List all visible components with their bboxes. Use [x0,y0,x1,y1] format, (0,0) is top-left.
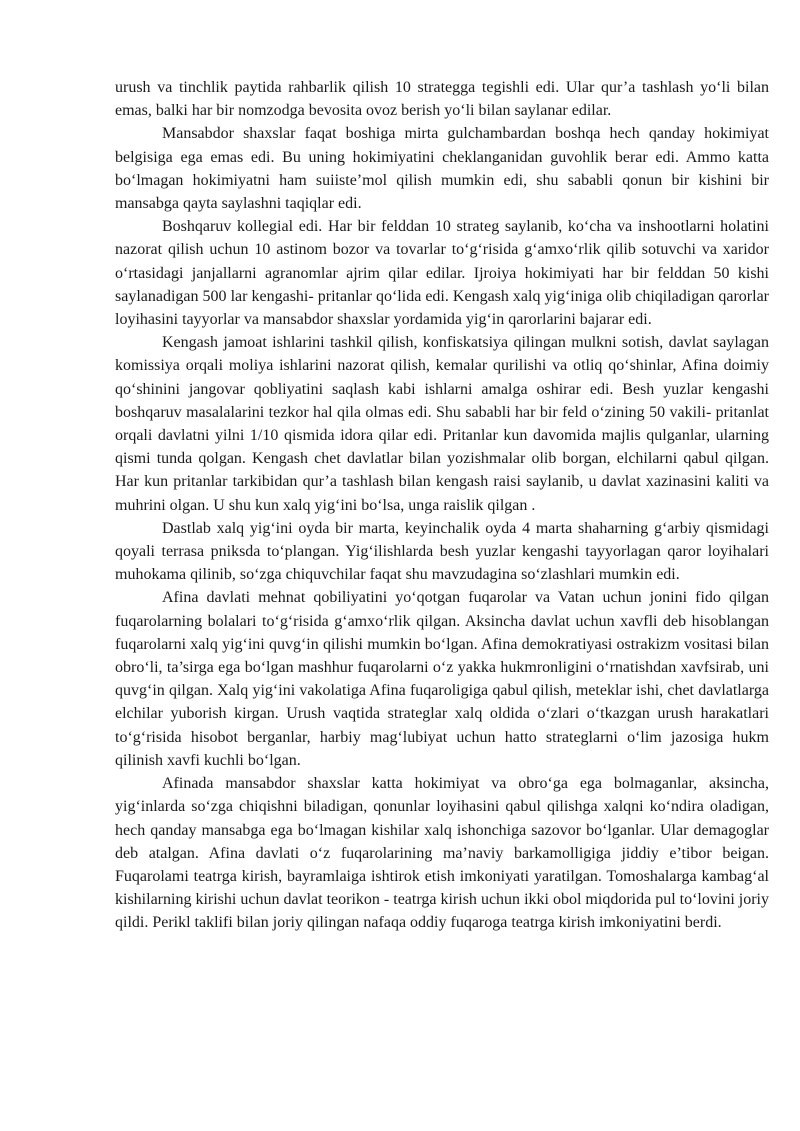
paragraph-continuation: urush va tinchlik paytida rahbarlik qilish 10 strategga tegishli edi. Ular qur’a tashlash yo‘li bilan emas, balki har bir nomzodga bevosita ovoz berish yo‘li bilan saylanar edilar. [115,79,769,120]
document-page [115,76,769,935]
paragraph-popular-assembly: Dastlab xalq yig‘ini oyda bir marta, keyinchalik oyda 4 marta shaharning g‘arbiy qismidagi qoyali terrasa pniksda to‘plangan. Yig‘ilishlarda besh yuzlar kengashi tayyorlagan qaror loyihalari muhokama qilinib, so‘zga chiquvchilar faqat shu mavzudagina so‘zlashlari mumkin edi. [115,519,769,584]
paragraph-collegial-governance: Boshqaruv kollegial edi. Har bir felddan 10 strateg saylanib, ko‘cha va inshootlarni holatini nazorat qilish uchun 10 astinom bozor va tovarlar to‘g‘risida g‘amxo‘rlik qilib sotuvchi va xaridor o‘rtasidagi janjallarni agranomlar ajrim qilar edilar. Ijroiya hokimiyati har bir felddan 50 kishi saylanadigan 500 lar kengashi- pritanlar qo‘lida edi. Kengash xalq yig‘iniga olib chiqiladigan qarorlar loyihasini tayyorlar va mansabdor shaxslar yordamida yig‘in qarorlarini bajarar edi. [115,218,769,329]
paragraph-demagogues-theatre: Afinada mansabdor shaxslar katta hokimiyat va obro‘ga ega bolmaganlar, aksincha, yig‘inlarda so‘zga chiqishni biladigan, qonunlar loyihasini qabul qilishga xalqni ko‘ndira oladigan, hech qanday mansabga ega bo‘lmagan kishilar xalq ishonchiga sazovor bo‘lganlar. Ular demagoglar deb atalgan. Afina davlati o‘z fuqarolarining ma’naviy barkamolligiga jiddiy e’tibor beigan. Fuqarolami teatrga kirish, bayramlaiga ishtirok etish imkoniyati yaratilgan. Tomoshalarga kambag‘al kishilarning kirishi uchun davlat teorikon - teatrga kirish uchun ikki obol miqdorida pul to‘lovini joriy qildi. Perikl taklifi bilan joriy qilingan nafaqa oddiy fuqaroga teatrga kirish imkoniyatini berdi. [115,775,769,932]
paragraph-officials-insignia: Mansabdor shaxslar faqat boshiga mirta gulchambardan boshqa hech qanday hokimiyat belgisiga ega emas edi. Bu uning hokimiyatini cheklanganidan guvohlik berar edi. Ammo katta bo‘lmagan hokimiyatni ham suiiste’mol qilish mumkin edi, shu sababli qonun bir kishini bir mansabga qayta saylashni taqiqlar edi. [115,125,769,213]
paragraph-citizen-care: Afina davlati mehnat qobiliyatini yo‘qotgan fuqarolar va Vatan uchun jonini fido qilgan fuqarolarning bolalari to‘g‘risida g‘amxo‘rlik qilgan. Aksincha davlat uchun xavfli deb hisoblangan fuqarolarni xalq yig‘ini quvg‘in qilishi mumkin bo‘lgan. Afina demokratiyasi ostrakizm vositasi bilan obro‘li, ta’sirga ega bo‘lgan mashhur fuqarolarni o‘z yakka hukmronligini o‘rnatishdan xavfsirab, uni quvg‘in qilgan. Xalq yig‘ini vakolatiga Afina fuqaroligiga qabul qilish, meteklar ishi, chet davlatlarga elchilar yuborish kirgan. Urush vaqtida strateglar xalq oldida o‘zlari o‘tkazgan urush harakatlari to‘g‘risida hisobot berganlar, harbiy mag‘lubiyat uchun hatto strateglarni o‘lim jazosiga hukm qilinish xavfi kuchli bo‘lgan. [115,589,769,769]
paragraph-council-duties: Kengash jamoat ishlarini tashkil qilish, konfiskatsiya qilingan mulkni sotish, davlat saylagan komissiya orqali moliya ishlarini nazorat qilish, kemalar qurilishi va otliq qo‘shinlar, Afina doimiy qo‘shinini jangovar qobliyatini saqlash kabi ishlarni amalga oshirar edi. Besh yuzlar kengashi boshqaruv masalalarini tezkor hal qila olmas edi. Shu sababli har bir feld o‘zining 50 vakili- pritanlat orqali davlatni yilni 1/10 qismida idora qilar edi. Pritanlar kun davomida majlis qulganlar, ularning qismi tunda qolgan. Kengash chet davlatlar bilan yozishmalar olib borgan, elchilarni qabul qilgan. Har kun pritanlar tarkibidan qur’a tashlash bilan kengash raisi saylanib, u davlat xazinasini kaliti va muhrini olgan. U shu kun xalq yig‘ini bo‘lsa, unga raislik qilgan . [115,334,769,514]
